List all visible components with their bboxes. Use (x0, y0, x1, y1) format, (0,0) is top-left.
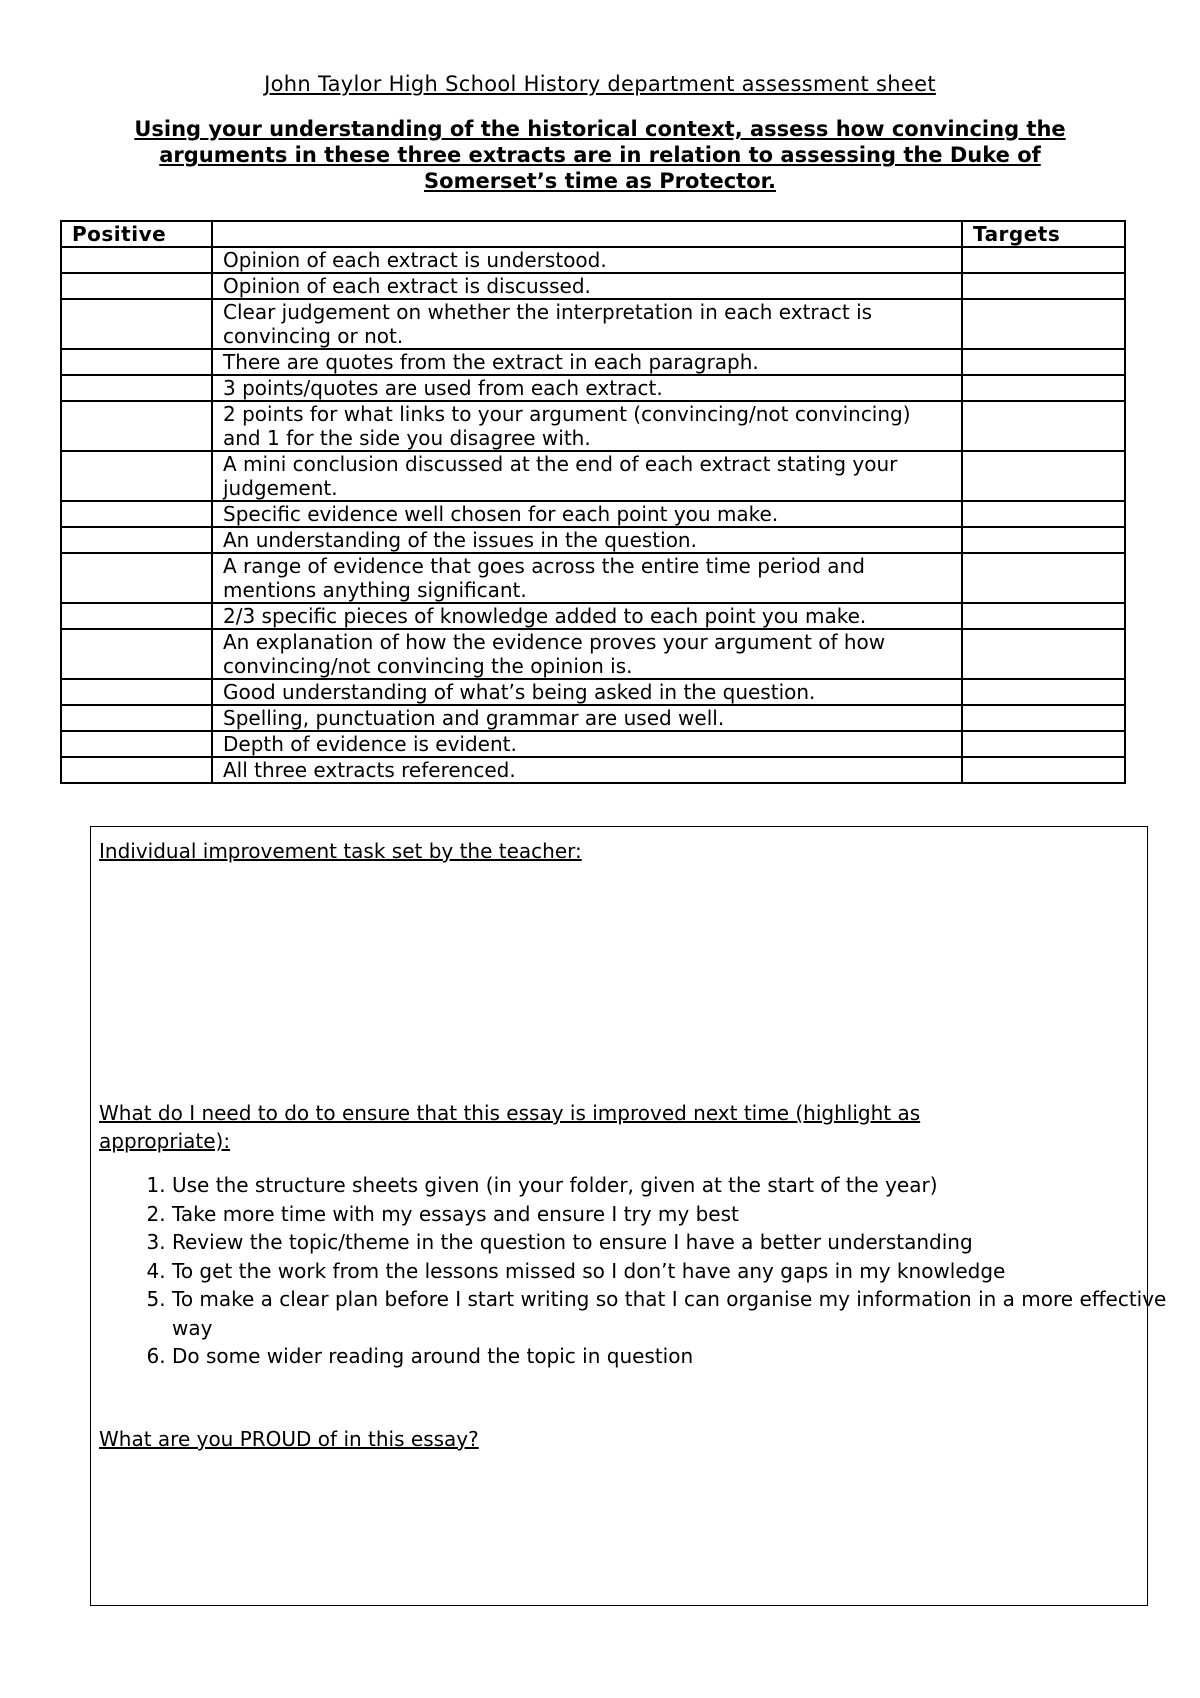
essay-question: Using your understanding of the historical context, assess how convincing the arguments in these three extracts are in relation to assessing the Duke of Somerset’s time as Protector. (134, 117, 1066, 193)
positive-cell[interactable] (61, 527, 212, 553)
positive-cell[interactable] (61, 273, 212, 299)
targets-cell[interactable] (962, 401, 1125, 451)
targets-cell[interactable] (962, 527, 1125, 553)
targets-cell[interactable] (962, 757, 1125, 783)
criterion-text: A range of evidence that goes across the entire time period and mentions anything significant. (212, 553, 962, 603)
page-title: John Taylor High School History department assessment sheet (264, 72, 936, 96)
table-row (61, 375, 1125, 401)
list-item[interactable]: 2. Take more time with my essays and ensure I try my best (172, 1200, 1200, 1229)
list-item[interactable]: 5. To make a clear plan before I start writing so that I can organise my information in a more effective way (172, 1285, 1200, 1342)
criterion-text: 2 points for what links to your argument (convincing/not convincing) and 1 for the side you disagree with. (212, 401, 962, 451)
positive-cell[interactable] (61, 705, 212, 731)
targets-cell[interactable] (962, 247, 1125, 273)
targets-cell[interactable] (962, 679, 1125, 705)
table-row (61, 501, 1125, 527)
targets-cell[interactable] (962, 299, 1125, 349)
targets-cell[interactable] (962, 629, 1125, 679)
targets-cell[interactable] (962, 603, 1125, 629)
targets-cell[interactable] (962, 273, 1125, 299)
table-row (61, 553, 1125, 603)
table-row (61, 273, 1125, 299)
proud-label: What are you PROUD of in this essay? (99, 1427, 479, 1451)
targets-cell[interactable] (962, 501, 1125, 527)
targets-cell[interactable] (962, 375, 1125, 401)
targets-cell[interactable] (962, 553, 1125, 603)
criterion-text: Specific evidence well chosen for each point you make. (212, 501, 962, 527)
assessment-criteria-table (60, 220, 1126, 784)
list-item[interactable]: 1. Use the structure sheets given (in your folder, given at the start of the year) (172, 1171, 1200, 1200)
targets-cell[interactable] (962, 731, 1125, 757)
positive-cell[interactable] (61, 553, 212, 603)
table-row (61, 757, 1125, 783)
table-row (61, 527, 1125, 553)
criterion-text: Opinion of each extract is understood. (212, 247, 962, 273)
positive-cell[interactable] (61, 757, 212, 783)
positive-cell[interactable] (61, 629, 212, 679)
table-row (61, 629, 1125, 679)
table-header-row (61, 221, 1125, 247)
targets-cell[interactable] (962, 451, 1125, 501)
criterion-text: All three extracts referenced. (212, 757, 962, 783)
table-row (61, 247, 1125, 273)
criterion-text: Opinion of each extract is discussed. (212, 273, 962, 299)
criterion-text: A mini conclusion discussed at the end of each extract stating your judgement. (212, 451, 962, 501)
table-row (61, 349, 1125, 375)
table-row (61, 401, 1125, 451)
positive-cell[interactable] (61, 247, 212, 273)
criterion-text: An understanding of the issues in the question. (212, 527, 962, 553)
table-row (61, 731, 1125, 757)
positive-cell[interactable] (61, 731, 212, 757)
positive-cell[interactable] (61, 299, 212, 349)
criterion-text: Depth of evidence is evident. (212, 731, 962, 757)
positive-cell[interactable] (61, 501, 212, 527)
list-item[interactable]: 3. Review the topic/theme in the question to ensure I have a better understanding (172, 1228, 1200, 1257)
criterion-text: 3 points/quotes are used from each extract. (212, 375, 962, 401)
criterion-text: 2/3 specific pieces of knowledge added to each point you make. (212, 603, 962, 629)
column-header-targets: Targets (962, 221, 1125, 247)
feedback-box (90, 826, 1167, 1606)
criterion-text: There are quotes from the extract in each paragraph. (212, 349, 962, 375)
positive-cell[interactable] (61, 679, 212, 705)
column-header-positive: Positive (61, 221, 212, 247)
column-header-criteria (212, 221, 962, 247)
criterion-text: Good understanding of what’s being asked in the question. (212, 679, 962, 705)
positive-cell[interactable] (61, 375, 212, 401)
table-row (61, 705, 1125, 731)
targets-cell[interactable] (962, 705, 1125, 731)
list-item[interactable]: 6. Do some wider reading around the topic in question (172, 1342, 1200, 1371)
positive-cell[interactable] (61, 603, 212, 629)
improvement-options-list (99, 1171, 1200, 1371)
criterion-text: Clear judgement on whether the interpretation in each extract is convincing or not. (212, 299, 962, 349)
criterion-text: Spelling, punctuation and grammar are used well. (212, 705, 962, 731)
list-item[interactable]: 4. To get the work from the lessons missed so I don’t have any gaps in my knowledge (172, 1257, 1200, 1286)
table-row (61, 603, 1125, 629)
table-row (61, 451, 1125, 501)
criterion-text: An explanation of how the evidence proves your argument of how convincing/not convincing the opinion is. (212, 629, 962, 679)
criteria-rows (61, 247, 1125, 783)
positive-cell[interactable] (61, 401, 212, 451)
positive-cell[interactable] (61, 349, 212, 375)
targets-cell[interactable] (962, 349, 1125, 375)
improvement-task-label: Individual improvement task set by the teacher: (99, 839, 582, 863)
table-row (61, 679, 1125, 705)
table-row (61, 299, 1125, 349)
improve-next-label: What do I need to do to ensure that this essay is improved next time (highlight as appropriate): (99, 1101, 921, 1153)
positive-cell[interactable] (61, 451, 212, 501)
